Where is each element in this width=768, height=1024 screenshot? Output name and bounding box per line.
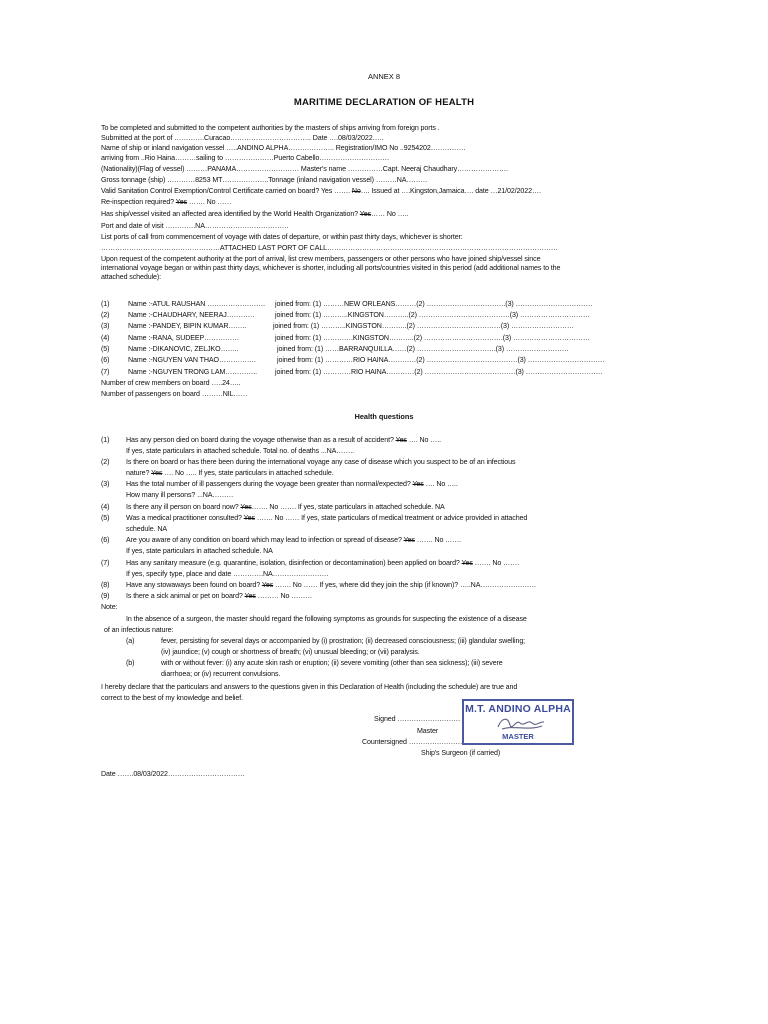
struck-option: Yes bbox=[243, 514, 255, 522]
struck-option: Yes bbox=[403, 536, 415, 544]
q-text bbox=[126, 536, 461, 545]
struck-option: Yes bbox=[151, 469, 163, 477]
health-question-3-detail: How many ill persons? ...NA……… bbox=[126, 491, 234, 499]
crew-joined: joined from: (1) ………..KINGSTON………..(2) ………………………………(3) ……………………… bbox=[273, 322, 574, 330]
struck-option: Yes bbox=[244, 592, 256, 600]
crew-count: Number of crew members on board …..24….. bbox=[101, 379, 241, 387]
crew-name: Name :-NGUYEN TRONG LAM………….. bbox=[128, 368, 258, 376]
stamp-title: MASTER bbox=[502, 732, 534, 741]
health-question-1 bbox=[101, 436, 441, 445]
q-num: (5) bbox=[101, 514, 110, 522]
q-num: (3) bbox=[101, 480, 110, 488]
text: ……. No ……. bbox=[472, 559, 519, 567]
note-a-label: (a) bbox=[126, 637, 135, 645]
passenger-count: Number of passengers on board ………NIL…… bbox=[101, 390, 248, 398]
text: ……. No ……. If yes, state particulars in attached schedule. NA bbox=[251, 503, 445, 511]
struck-option: Yes bbox=[412, 480, 424, 488]
health-question-6 bbox=[101, 536, 462, 545]
crew-row bbox=[101, 322, 574, 331]
crew-name: Name :-DIKANOVIC, ZELJKO…….. bbox=[128, 345, 239, 353]
crew-row bbox=[101, 345, 569, 354]
crew-joined: joined from: (1) ………..KINGSTON………..(2) …………………………………(3) ………………………… bbox=[275, 311, 590, 319]
struck-option: Yes bbox=[359, 210, 372, 218]
text: Are you aware of any condition on board which may lead to infection or spread of disease? bbox=[126, 536, 404, 544]
crew-name: Name :-RANA, SUDEEP…………… bbox=[128, 334, 240, 342]
note-b-text-cont: diarrhoea; or (iv) recurrent convulsions. bbox=[161, 670, 281, 678]
date-line: Date …….08/03/2022…………………………… bbox=[101, 770, 245, 778]
q-text bbox=[126, 436, 441, 445]
note-paragraph: In the absence of a surgeon, the master should regard the following symptoms as grounds for suspecting the existence of a disease bbox=[126, 615, 527, 623]
who-affected-area-line bbox=[101, 210, 408, 219]
q-num: (2) bbox=[101, 458, 110, 466]
crew-num: (3) bbox=[101, 322, 110, 330]
q-num: (6) bbox=[101, 536, 110, 544]
crew-num: (2) bbox=[101, 311, 110, 319]
q-text bbox=[126, 592, 312, 601]
note-b-label: (b) bbox=[126, 659, 135, 667]
sanitation-certificate-line bbox=[101, 187, 541, 196]
ports-of-call-instruction: List ports of call from commencement of voyage with dates of departure, or within past thirty days, whichever is shorter: bbox=[101, 233, 463, 241]
note-label: Note: bbox=[101, 603, 118, 611]
crew-joined: joined from: (1) ………NEW ORLEANS………(2) …………………………….(3) …………………………… bbox=[275, 300, 593, 308]
health-question-8 bbox=[101, 581, 537, 590]
port-date-of-visit: Port and date of visit ………….NA……………………………… bbox=[101, 222, 289, 230]
q-text bbox=[126, 480, 458, 489]
reinspection-line bbox=[101, 198, 231, 207]
q-num: (1) bbox=[101, 436, 110, 444]
health-question-5 bbox=[101, 514, 528, 523]
master-label: Master bbox=[417, 727, 439, 735]
text: nature? bbox=[126, 469, 152, 477]
q-num: (9) bbox=[101, 592, 110, 600]
text: Is there any ill person on board now? bbox=[126, 503, 241, 511]
crew-num: (1) bbox=[101, 300, 110, 308]
health-question-7 bbox=[101, 559, 519, 568]
nationality-master-line: (Nationality)(Flag of vessel) ………PANAMA……………………… Master's name ……………Capt. Neeraj Chaudhary…………………. bbox=[101, 165, 508, 173]
text: ……. No …… If yes, state particulars of medical treatment or advice provided in attached bbox=[254, 514, 528, 522]
health-question-2 bbox=[101, 458, 516, 467]
health-question-5-detail: schedule. NA bbox=[126, 525, 167, 533]
text: ……. No ……. bbox=[414, 536, 462, 544]
text: Have any stowaways been found on board? bbox=[126, 581, 262, 589]
text: ……. No …… If yes, where did they join the ship (if known)? …..NA…………………… bbox=[273, 581, 537, 589]
text: Has the total number of ill passengers during the voyage been greater than normal/expected? bbox=[126, 480, 413, 488]
text: Has ship/vessel visited an affected area identified by the World Health Organization? bbox=[101, 210, 360, 218]
tonnage-line: Gross tonnage (ship) …………8253 MT………………..Tonnage (inland navigation vessel) ………NA……… bbox=[101, 176, 428, 184]
annex-label: ANNEX 8 bbox=[367, 72, 401, 81]
crew-joined: joined from: (1) ……BARRANQUILLA……(2) …………………………….(3) ……………………… bbox=[277, 345, 569, 353]
stamp-ship-name: M.T. ANDINO ALPHA bbox=[465, 703, 571, 715]
crew-joined: joined from: (1) …………RIO HAINA…………(2) …………………………………(3) …………………………… bbox=[277, 356, 605, 364]
countersigned-line: Countersigned …………………… bbox=[362, 738, 465, 746]
text: …. No ….. bbox=[406, 436, 441, 444]
struck-option: Yes bbox=[261, 581, 274, 589]
crew-name: Name :-CHAUDHARY, NEERAJ………… bbox=[128, 311, 255, 319]
crew-num: (7) bbox=[101, 368, 110, 376]
struck-option: Yes bbox=[461, 559, 473, 567]
q-num: (7) bbox=[101, 559, 110, 567]
health-questions-heading: Health questions bbox=[354, 412, 414, 421]
declaration-text: I hereby declare that the particulars and answers to the questions given in this Declaration of Health (including the schedule) are true and bbox=[101, 683, 518, 691]
q-text bbox=[126, 559, 519, 568]
note-paragraph-cont: of an infectious nature: bbox=[104, 626, 174, 634]
ship-name-line: Name of ship or inland navigation vessel …..ANDINO ALPHA……………….. Registration/IMO No ..9254202…………… bbox=[101, 144, 466, 152]
health-question-2-detail bbox=[126, 469, 334, 478]
crew-joined: joined from: (1) …………RIO HAINA…………(2) …………………………………(3) …………………………… bbox=[275, 368, 603, 376]
health-question-7-detail: If yes, specify type, place and date ………….NA…………………… bbox=[126, 570, 329, 578]
signed-line: Signed ……………………… bbox=[374, 715, 461, 723]
q-text bbox=[126, 581, 536, 590]
crew-name: Name :-NGUYEN VAN THAO……………. bbox=[128, 356, 256, 364]
text: Valid Sanitation Control Exemption/Control Certificate carried on board? Yes ……. bbox=[101, 187, 352, 195]
declaration-text-cont: correct to the best of my knowledge and belief. bbox=[101, 694, 243, 702]
q-text bbox=[126, 514, 527, 523]
struck-option: Yes bbox=[395, 436, 407, 444]
crew-num: (4) bbox=[101, 334, 110, 342]
crew-list-instruction: Upon request of the competent authority at the port of arrival, list crew members, passengers or other persons who have joined ship/vessel since international voyage began or within past thirty days, whichever is shorter, including all ports/countries visited in this period (add additional names to the attached schedule): bbox=[101, 255, 561, 281]
q-text bbox=[126, 503, 445, 512]
q-num: (4) bbox=[101, 503, 110, 511]
surgeon-label: Ship's Surgeon (if carried) bbox=[421, 749, 501, 757]
arriving-from-line: arriving from ..Rio Haina………sailing to …………………Puerto Cabello………………………… bbox=[101, 154, 390, 162]
crew-row bbox=[101, 311, 590, 320]
instruction-text: To be completed and submitted to the competent authorities by the masters of ships arriving from foreign ports . bbox=[101, 124, 440, 132]
text: …. Issued at ….Kingston,Jamaica…. date …21/02/2022…. bbox=[360, 187, 541, 195]
health-question-9 bbox=[101, 592, 313, 601]
health-question-3 bbox=[101, 480, 458, 489]
text: …… No ….. bbox=[371, 210, 409, 218]
crew-row bbox=[101, 300, 593, 309]
crew-num: (5) bbox=[101, 345, 110, 353]
struck-option: No bbox=[351, 187, 361, 195]
document-title: MARITIME DECLARATION OF HEALTH bbox=[293, 97, 475, 108]
q-num: (8) bbox=[101, 581, 110, 589]
port-of-submission: Submitted at the port of ………….Curacao…………………………….. Date ….08/03/2022….. bbox=[101, 134, 384, 142]
text: …. No ….. bbox=[423, 480, 458, 488]
text: …. No ….. If yes, state particulars in attached schedule. bbox=[162, 469, 334, 477]
text: Re-inspection required? bbox=[101, 198, 176, 206]
note-a-text: fever, persisting for several days or accompanied by (i) prostration; (ii) decreased consciousness; (iii) glandular swelling; bbox=[161, 637, 526, 645]
crew-row bbox=[101, 356, 605, 365]
struck-option: Yes bbox=[240, 503, 252, 511]
crew-row bbox=[101, 368, 603, 377]
health-question-4 bbox=[101, 503, 445, 512]
struck-option: Yes bbox=[175, 198, 188, 206]
ports-of-call-value: ……………………………………………ATTACHED LAST PORT OF CALL……………………………………………………………………………………… bbox=[101, 244, 558, 252]
text: Is there a sick animal or pet on board? bbox=[126, 592, 245, 600]
note-b-text: with or without fever: (i) any acute skin rash or eruption; (ii) severe vomiting (other than sea sickness); (iii) severe bbox=[161, 659, 503, 667]
text: Has any person died on board during the voyage otherwise than as a result of accident? bbox=[126, 436, 396, 444]
q-text: Is there on board or has there been during the international voyage any case of disease which you suspect to be of an infectious bbox=[126, 458, 516, 466]
text: ……. No …… bbox=[187, 198, 232, 206]
crew-joined: joined from: (1) ………….KINGSTON………..(2) …………………………….(3) …………………………… bbox=[275, 334, 590, 342]
text: Was a medical practitioner consulted? bbox=[126, 514, 244, 522]
crew-num: (6) bbox=[101, 356, 110, 364]
health-question-1-detail: If yes, state particulars in attached schedule. Total no. of deaths ...NA…….. bbox=[126, 447, 354, 455]
text: Has any sanitary measure (e.g. quarantine, isolation, disinfection or decontamination) been applied on board? bbox=[126, 559, 462, 567]
ship-stamp bbox=[462, 699, 574, 745]
health-question-6-detail: If yes, state particulars in attached schedule. NA bbox=[126, 547, 273, 555]
crew-row bbox=[101, 334, 590, 343]
note-a-text-cont: (iv) jaundice; (v) cough or shortness of breath; (vi) unusual bleeding; or (vii) paralysis. bbox=[161, 648, 420, 656]
text: ……… No ……… bbox=[255, 592, 313, 600]
crew-name: Name :-PANDEY, BIPIN KUMAR…….. bbox=[128, 322, 247, 330]
crew-name: Name :-ATUL RAUSHAN ……………………. bbox=[128, 300, 266, 308]
